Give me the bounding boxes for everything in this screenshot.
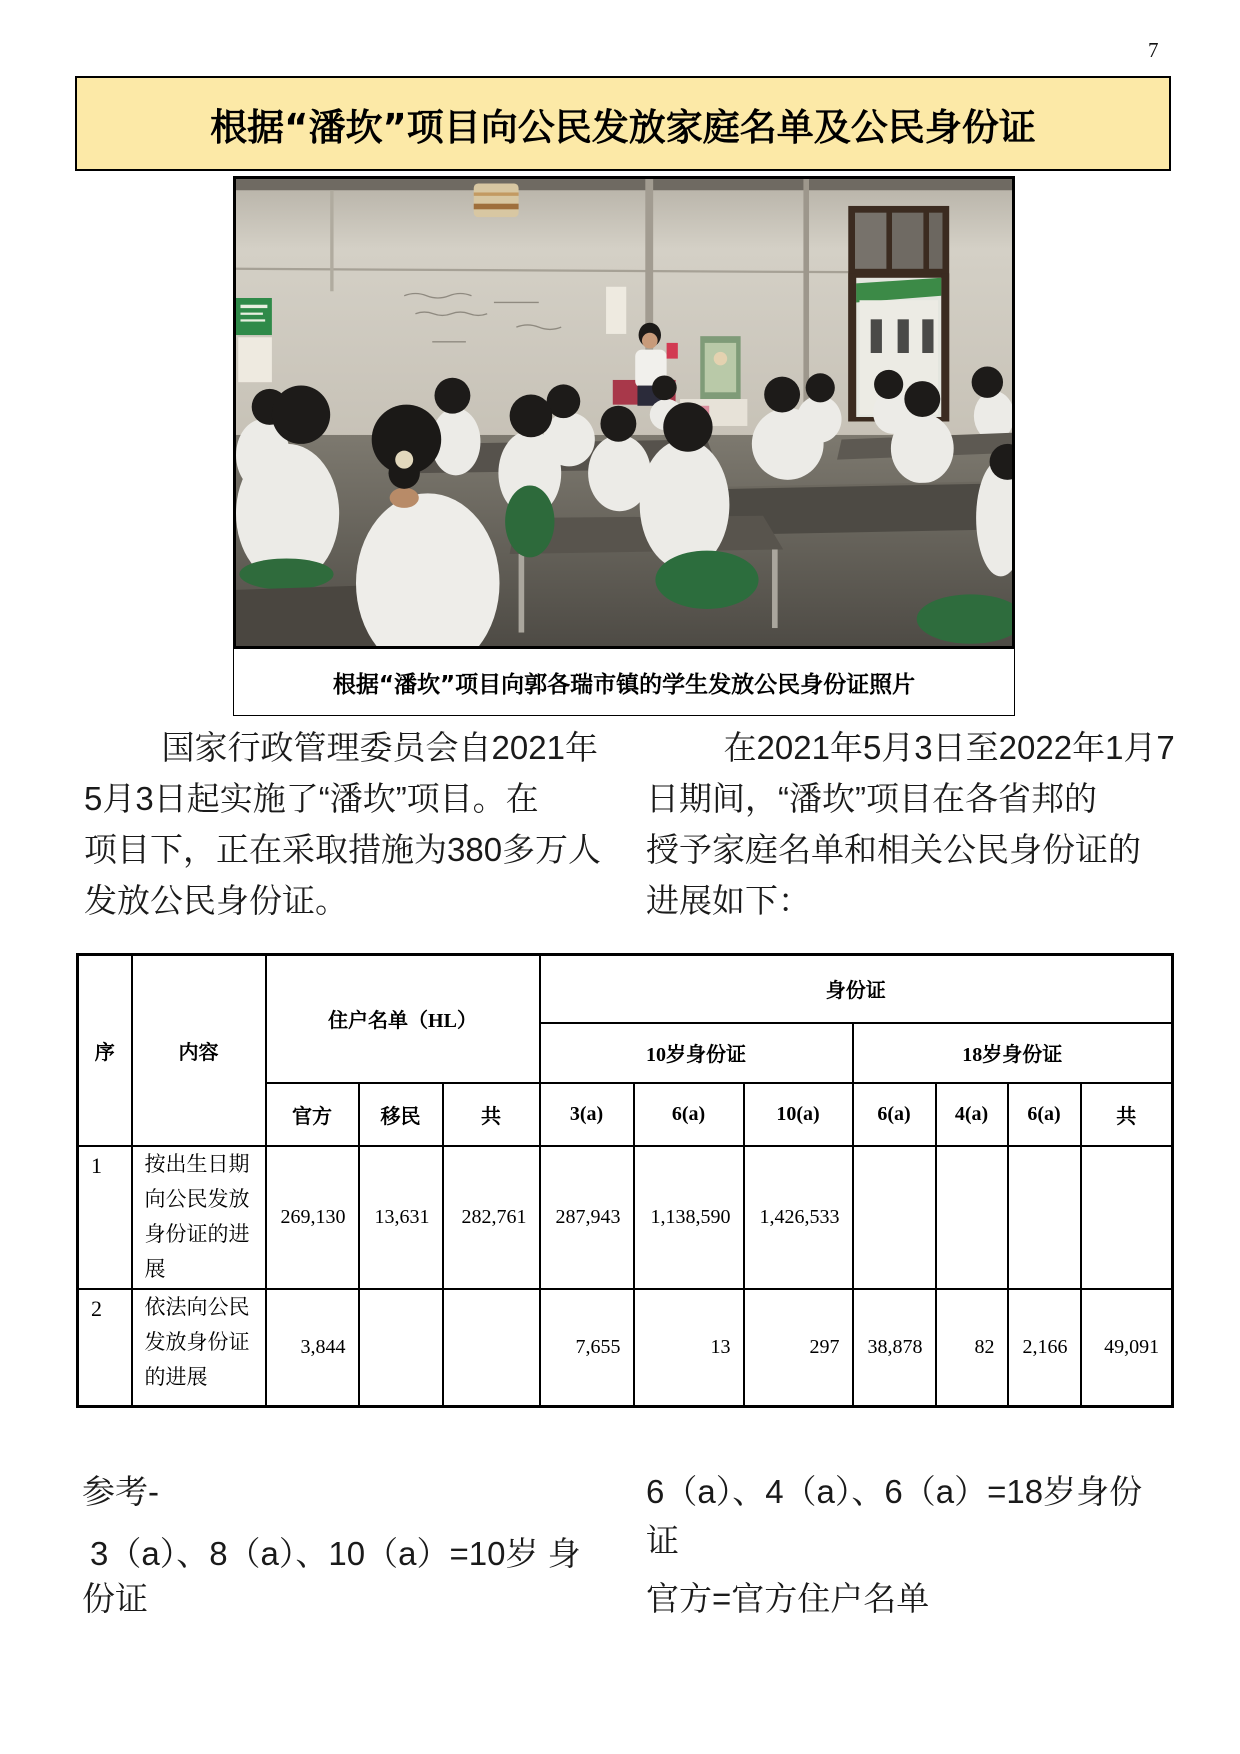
th-10y-6a: 6(a) bbox=[634, 1083, 744, 1146]
table-row bbox=[78, 1146, 1173, 1289]
cell-hl-total: 282,761 bbox=[443, 1146, 540, 1289]
cell-hl-migrant bbox=[359, 1289, 443, 1407]
note-line: 3（a）、8（a）、10（a）=10岁 身 bbox=[90, 1535, 581, 1572]
page-title: 根据“潘坎”项目向公民发放家庭名单及公民身份证 bbox=[210, 105, 1036, 149]
th-18y-total: 共 bbox=[1081, 1083, 1173, 1146]
cell-18y-6a bbox=[853, 1146, 936, 1289]
progress-table bbox=[76, 953, 1174, 1408]
row-content-cell bbox=[132, 1289, 266, 1407]
cell-10y-6a: 13 bbox=[634, 1289, 744, 1407]
header-row bbox=[78, 955, 1173, 1023]
paragraph-line: 在2021年5月3日至2022年1月7 bbox=[723, 729, 1175, 766]
paragraph-line: 日期间，“潘坎”项目在各省邦的 bbox=[646, 780, 1097, 817]
th-18y-6a-second: 6(a) bbox=[1008, 1083, 1081, 1146]
cell-10y-3a: 7,655 bbox=[540, 1289, 634, 1407]
cell-10y-10a: 297 bbox=[744, 1289, 853, 1407]
th-10y-3a: 3(a) bbox=[540, 1083, 634, 1146]
paragraph-line: 发放公民身份证。 bbox=[84, 882, 348, 919]
paragraph-line: 进展如下： bbox=[646, 882, 811, 919]
cell-10y-6a: 1,138,590 bbox=[634, 1146, 744, 1289]
cell-hl-total bbox=[443, 1289, 540, 1407]
th-18y-4a: 4(a) bbox=[936, 1083, 1008, 1146]
note-line: 6（a）、4（a）、6（a）=18岁身份 bbox=[646, 1473, 1143, 1510]
th-no: 序 bbox=[78, 955, 132, 1146]
cell-10y-10a: 1,426,533 bbox=[744, 1146, 853, 1289]
note-line: 份证 bbox=[82, 1580, 148, 1617]
cell-18y-4a bbox=[936, 1146, 1008, 1289]
row-number: 1 bbox=[78, 1146, 132, 1289]
th-10y-10a: 10(a) bbox=[744, 1083, 853, 1146]
paragraph-line: 授予家庭名单和相关公民身份证的 bbox=[646, 831, 1141, 868]
th-hl-migrant: 移民 bbox=[359, 1083, 443, 1146]
cell-18y-6a-second bbox=[1008, 1146, 1081, 1289]
th-hl-official: 官方 bbox=[266, 1083, 359, 1146]
classroom-photo bbox=[233, 176, 1015, 649]
th-household-list: 住户名单（HL） bbox=[266, 955, 540, 1083]
row-content: 依法向公民发放身份证的进展 bbox=[144, 1294, 250, 1389]
cell-18y-total: 49,091 bbox=[1081, 1289, 1173, 1407]
photo-caption: 根据“潘坎”项目向郭各瑞市镇的学生发放公民身份证照片 bbox=[233, 649, 1015, 716]
cell-18y-total bbox=[1081, 1146, 1173, 1289]
page-number: 7 bbox=[1148, 38, 1159, 62]
note-reference-label: 参考- bbox=[82, 1473, 159, 1510]
cell-10y-3a: 287,943 bbox=[540, 1146, 634, 1289]
note-line: 官方=官方住户名单 bbox=[646, 1580, 930, 1617]
th-18y-6a: 6(a) bbox=[853, 1083, 936, 1146]
intro-paragraph-right bbox=[646, 722, 1186, 926]
th-id-10-years: 10岁身份证 bbox=[540, 1023, 853, 1083]
paragraph-line: 国家行政管理委员会自2021年 bbox=[161, 729, 598, 766]
intro-paragraph-left bbox=[84, 722, 614, 926]
classroom-photo-image bbox=[236, 179, 1012, 646]
table-row bbox=[78, 1289, 1173, 1407]
th-hl-total: 共 bbox=[443, 1083, 540, 1146]
th-id-18-years: 18岁身份证 bbox=[853, 1023, 1173, 1083]
th-content: 内容 bbox=[132, 955, 266, 1146]
cell-hl-official: 3,844 bbox=[266, 1289, 359, 1407]
cell-18y-4a: 82 bbox=[936, 1289, 1008, 1407]
note-line: 证 bbox=[646, 1522, 679, 1559]
paragraph-line: 项目下，正在采取措施为380多万人 bbox=[84, 831, 602, 868]
row-content-cell bbox=[132, 1146, 266, 1289]
row-number: 2 bbox=[78, 1289, 132, 1407]
cell-18y-6a-second: 2,166 bbox=[1008, 1289, 1081, 1407]
th-id-card: 身份证 bbox=[540, 955, 1173, 1023]
title-banner bbox=[75, 76, 1171, 171]
cell-18y-6a: 38,878 bbox=[853, 1289, 936, 1407]
cell-hl-migrant: 13,631 bbox=[359, 1146, 443, 1289]
desk-front bbox=[236, 585, 375, 646]
cell-hl-official: 269,130 bbox=[266, 1146, 359, 1289]
paragraph-line: 5月3日起实施了“潘坎”项目。在 bbox=[84, 780, 539, 817]
row-content: 按出生日期向公民发放身份证的进展 bbox=[144, 1151, 250, 1281]
hanging-bag bbox=[474, 183, 519, 217]
